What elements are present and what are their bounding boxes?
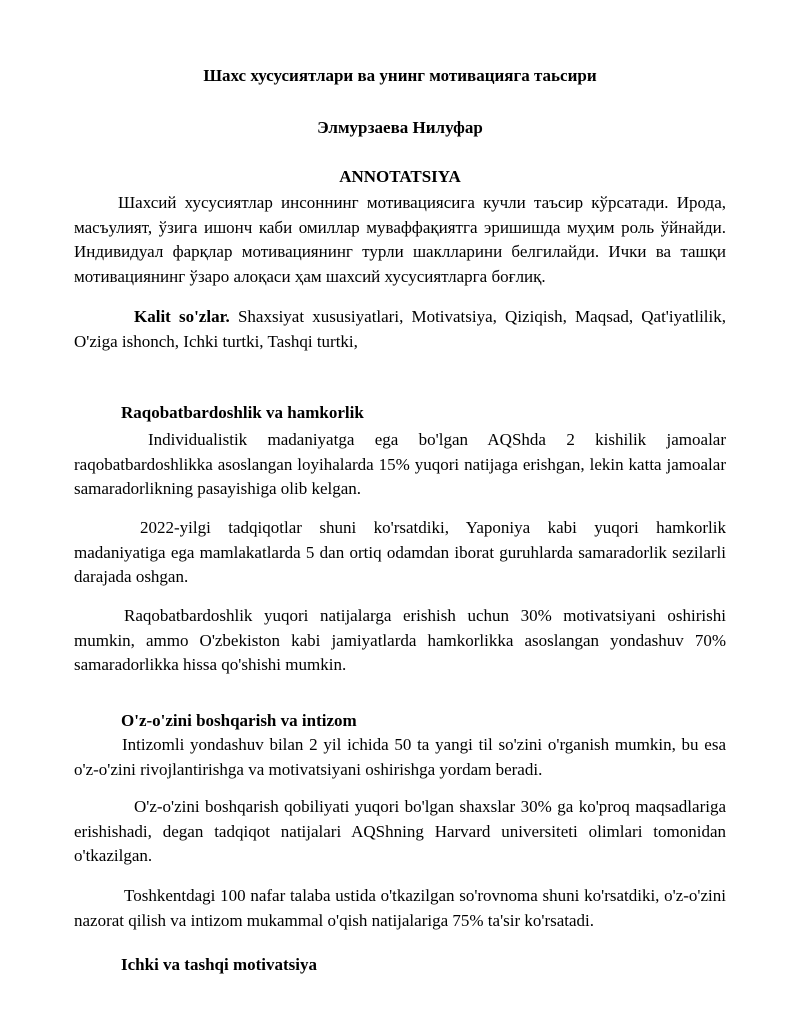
section-1-paragraph-3 xyxy=(74,604,726,678)
keywords-label: Kalit so'zlar. xyxy=(134,307,230,326)
section-1-paragraph-1 xyxy=(74,428,726,502)
annotation-heading: ANNOTATSIYA xyxy=(339,167,461,186)
paragraph-text: 2022-yilgi tadqiqotlar shuni ko'rsatdiki, Yaponiya kabi yuqori hamkorlik madaniyatiga ega mamlakatlarda 5 dan ortiq odamdan iborat guruhlarda samaradorlik sezilarli darajada oshgan. xyxy=(74,518,726,586)
section-2-paragraph-2 xyxy=(74,795,726,869)
annotation-text-block xyxy=(74,191,726,289)
section-heading-competition: Raqobatbardoshlik va hamkorlik xyxy=(121,403,364,422)
section-heading-self-management: O'z-o'zini boshqarish va intizom xyxy=(121,711,357,730)
keywords-text: Shaxsiyat xususiyatlari, Motivatsiya, Qiziqish, Maqsad, Qat'iyatlilik, O'ziga ishonch, Ichki turtki, Tashqi turtki, xyxy=(74,307,726,351)
section-2-paragraph-1 xyxy=(74,733,726,782)
paragraph-text: Toshkentdagi 100 nafar talaba ustida o'tkazilgan so'rovnoma shuni ko'rsatdiki, o'z-o'zini nazorat qilish va intizom mukammal o'qish natijalariga 75% ta'sir ko'rsatadi. xyxy=(74,886,726,930)
author-name: Элмурзаева Нилуфар xyxy=(317,118,483,137)
section-2-paragraph-3 xyxy=(74,884,726,933)
keywords-block xyxy=(74,305,726,354)
annotation-paragraph: Шахсий хусусиятлар инсоннинг мотивациясига кучли таъсир кўрсатади. Ирода, масъулият, ўзига ишонч каби омиллар муваффақиятга эришишда муҳим роль ўйнайди. Индивидуал фарқлар мотивациянинг турли шаклларини белгилайди. Ички ва ташқи мотивациянинг ўзаро алоқаси ҳам шахсий хусусиятларга боғлиқ. xyxy=(74,193,726,286)
paragraph-text: Raqobatbardoshlik yuqori natijalarga erishish uchun 30% motivatsiyani oshirishi mumkin, ammo O'zbekiston kabi jamiyatlarda hamkorlikka asoslangan yondashuv 70% samaradorlikka hissa qo'shishi mumkin. xyxy=(74,606,726,674)
document-title: Шахс хусусиятлари ва унинг мотивацияга таьсири xyxy=(203,66,597,85)
paragraph-text: O'z-o'zini boshqarish qobiliyati yuqori bo'lgan shaxslar 30% ga ko'proq maqsadlariga erishishadi, degan tadqiqot natijalari AQShning Harvard universiteti olimlari tomonidan o'tkazilgan. xyxy=(74,797,726,865)
section-1-paragraph-2 xyxy=(74,516,726,590)
paragraph-text: Individualistik madaniyatga ega bo'lgan AQShda 2 kishilik jamoalar raqobatbardoshlikka asoslangan loyihalarda 15% yuqori natijaga erishgan, lekin katta jamoalar samaradorlikning pasayishiga olib kelgan. xyxy=(74,430,726,498)
section-heading-motivation: Ichki va tashqi motivatsiya xyxy=(121,955,317,974)
paragraph-text: Intizomli yondashuv bilan 2 yil ichida 50 ta yangi til so'zini o'rganish mumkin, bu esa o'z-o'zini rivojlantirishga va motivatsiyani oshirishga yordam beradi. xyxy=(74,735,726,779)
